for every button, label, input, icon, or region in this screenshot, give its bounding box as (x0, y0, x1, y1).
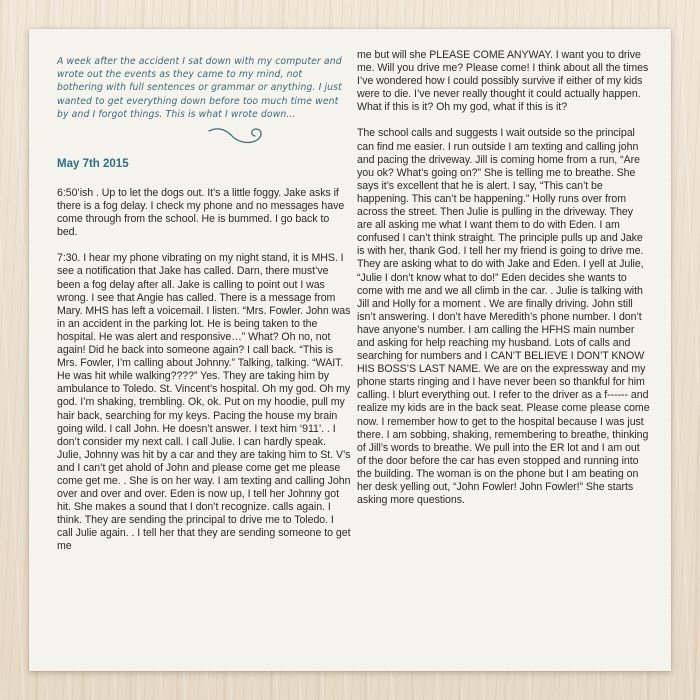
entry-date: May 7th 2015 (57, 158, 129, 171)
body-paragraph: The school calls and suggests I wait outside so the principal can find me easier. I run outside I am texting and calling john and pacing the driveway. Jill is coming home from a run, “Are you ok? What’s going on?” She is telling me to breathe. She says it’s excellent that he is alert. I say, “This can’t be happening. This can’t be happening.” Holly runs over from across the street. Then Julie is pulling in the driveway. They are all asking me what I want them to do with Eden. I am confused I can’t think straight. The principle pulls up and Jake is with her, thank God. I tell her my friend is going to drive me. They are asking what to do with Jake and Eden. I yell at Julie, “Julie I don’t know what to do!” Eden decides she wants to come with me and we all climb in the car. . Julie is talking with Jill and Holly for a moment . We are finally driving. John still isn’t answering. I don’t have Meredith’s phone number. I don’t have anyone’s number. I am calling the HFHS main number and asking for help reaching my husband. Lots of calls and searching for numbers and I CAN’T BELIEVE I DON’T KNOW HIS BOSS’S LAST NAME. We are on the expressway and my phone starts ringing and I have never been so thankful for him calling. I blurt everything out. I refer to the driver as a f------ and realize my kids are in the back seat. Please come please come now. I remember how to get to the hospital because I was just there. I am sobbing, shaking, remembering to breathe, thinking of Jill’s words to breathe. We pull into the ER lot and I am out of the door before the car has even stopped and running into the building. The woman is on the phone but I am beating on her desk yelling out, “John Fowler! John Fowler!” She starts asking more questions. (357, 127, 650, 507)
intro-note: A week after the accident I sat down with my computer and wrote out the events as they came to my mind, not bothering with full sentences or grammar or anything. I just wanted to get everything down before too much time went by and I forgot things. This is what I wrote down... (57, 56, 342, 120)
body-paragraph: me but will she PLEASE COME ANYWAY. I want you to drive me. Will you drive me? Please come! I think about all the times I’ve wondered how I could possibly survive if either of my kids were to die. I’ve never really thought it could actually happen. What if this is it? Oh my god, what if this is it? (357, 49, 649, 114)
left-column (57, 49, 351, 554)
body-paragraph: 6:50’ish . Up to let the dogs out. It’s a little foggy. Jake asks if there is a fog delay. I check my phone and no messages have come through from the school. He is bummed. I go back to bed. (57, 187, 345, 239)
journal-page (29, 29, 671, 671)
swirl-flourish-icon (207, 125, 267, 147)
right-column (357, 49, 651, 507)
body-paragraph: 7:30. I hear my phone vibrating on my night stand, it is MHS. I see a notification that Jake has called. Darn, there must’ve been a fog delay after all. Jake is calling to point out I was wrong. I see that Angie has called. There is a message from Mary. MHS has left a voicemail. I listen. “Mrs. Fowler. John was in an accident in the parking lot. He is being taken to the hospital. He was alert and responsive…” What? Oh no, not again! Did he back into someone again? I call back. “This is Mrs. Fowler, I’m calling about Johnny.” Talking, talking. “WAIT. He was hit while walking????” Yes. They are taking him by ambulance to Toledo. St. Vincent’s hospital. Oh my god. Oh my god. I’m shaking, trembling. Ok, ok. Put on my hoodie, pull my hair back, searching for my keys. Pacing the house my brain going wild. I call John. He doesn’t answer. I text him ‘911’. . I don’t consider my next call. I call Julie. I can hardly speak. Julie, Johnny was hit by a car and they are taking him to St. V’s and I can’t get ahold of John and please come get me please come get me. . She is on her way. I am texting and calling John over and over and over. Eden is now up, I tell her Johnny got hit. She makes a sound that I don’t recognize. calls again. I think. They are sending the principal to drive me to Toledo. I call Julie again. . I tell her that they are sending someone to get me (57, 252, 351, 553)
